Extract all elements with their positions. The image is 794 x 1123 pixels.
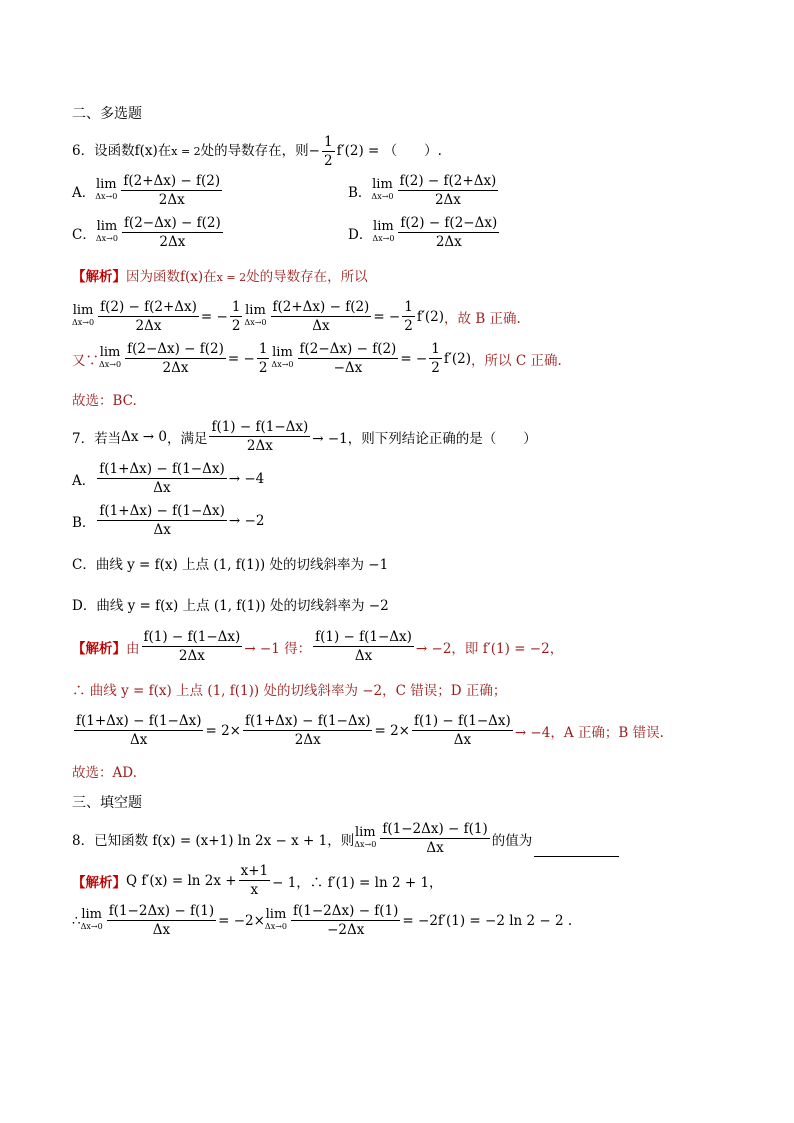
q6-l3-limit1 [99,344,122,371]
q7-l3-fraction3 [412,712,513,749]
q7-l3-num3: f(1) − f(1−Δx) [414,713,511,729]
q7-stem-b: ，满足 [166,430,208,447]
q6-answer: 故选：BC. [72,393,137,409]
q6-option-c-fraction [122,214,223,251]
q7-sol-fraction1 [142,628,243,665]
q7-stem-fraction [209,418,310,455]
limit-sub: Δx→0 [72,317,95,327]
q6-l3-fprime: f′(2) [443,350,472,367]
limit-sub: Δx→0 [99,359,122,369]
q7-option-b [72,502,264,539]
q6-l3-tail: ，所以 C 正确. [471,352,562,369]
q6-option-d-label: D． [348,226,373,243]
q6-l2-half1 [230,298,243,335]
limit-word: lim [372,176,393,192]
q6-l3-eq1: = − [227,350,255,367]
q6-option-d-fraction [398,214,499,251]
q6-l2-num2: f(2+Δx) − f(2) [272,299,370,315]
q7-option-b-den: Δx [97,520,226,539]
q7-sol-a: 由 [126,640,140,657]
limit-word: lim [373,218,394,234]
q8-l2-num1: f(1−2Δx) − f(1) [108,903,215,919]
q7-l3-num2: f(1+Δx) − f(1−Δx) [245,713,371,729]
q7-option-c: C．曲线 y = f(x) 上点 (1, f(1)) 处的切线斜率为 −1 [72,557,389,573]
q6-l2-half2 [402,298,415,335]
q7-option-b-label: B． [72,514,96,531]
q8-l2-eq1: = −2× [218,912,265,929]
q6-l2-den1: 2Δx [98,316,199,335]
limit-word: lim [95,176,117,192]
q7-l3-den3: Δx [412,730,513,749]
q6-l3-fraction2 [298,340,399,377]
q8-stem-num: f(1−2Δx) − f(1) [382,821,488,837]
half-num: 1 [404,299,413,315]
q7-solution-line2: ∴ 曲线 y = f(x) 上点 (1, f(1)) 处的切线斜率为 −2，C 错误；D 正确； [72,683,507,699]
solution-tag: 【解析】 [72,269,126,285]
q6-l2-den2: Δx [271,316,372,335]
q7-option-a-tail: → −4 [228,470,265,487]
limit-sub: Δx→0 [244,317,267,327]
half-den: 2 [258,360,268,376]
q6-stem-text-e: f′(2) = （ ）. [336,143,442,159]
q8-solution-line2 [72,902,572,939]
q6-option-a-den: 2Δx [121,190,222,209]
q8-l2-den1: Δx [107,920,216,939]
q6-l2-limit1 [72,302,95,329]
q7-solution-line1 [72,628,563,665]
q7-stem-dx: Δx → 0 [121,428,167,445]
q6-l2-num1: f(2) − f(2+Δx) [100,299,197,315]
limit-word: lim [99,344,121,360]
q6-option-c-num: f(2−Δx) − f(2) [123,215,221,231]
q6-l2-fprime: f′(2) [416,308,445,325]
q6-option-a-fraction [121,172,222,209]
q6-stem-fx: f(x) [134,143,158,159]
section-heading-multi-choice: 二、多选题 [72,106,142,122]
q6-option-d-num: f(2) − f(2−Δx) [400,215,498,231]
q6-l3-half1 [257,340,270,377]
q6-l3-half2 [429,340,442,377]
q7-sol-den1: 2Δx [142,646,243,665]
half-den: 2 [431,360,440,376]
q6-l2-fraction1 [98,298,199,335]
q7-l3-num1: f(1+Δx) − f(1−Δx) [76,713,202,729]
q7-sol-fraction2 [313,628,414,665]
q7-option-a-label: A． [72,472,96,489]
q6-l2-tail: ，故 B 正确. [444,310,521,327]
q6-option-d-limit [372,218,395,245]
q6-option-c [72,214,225,251]
q6-option-b [348,172,500,209]
limit-sub: Δx→0 [271,359,294,369]
limit-sub: Δx→0 [95,233,118,243]
half-num: 1 [258,341,268,357]
q6-option-b-limit [371,176,394,203]
q6-option-d-den: 2Δx [398,232,499,251]
q6-sol-text-b: 在 [203,269,217,285]
q6-sol-text-c: 处的导数存在，所以 [246,269,368,285]
q6-l3-fraction1 [125,340,226,377]
q7-stem-num: f(1) − f(1−Δx) [211,419,309,435]
q6-option-a-num: f(2+Δx) − f(2) [123,173,221,189]
q6-l3-num2: f(2−Δx) − f(2) [299,341,397,357]
q6-option-b-num: f(2) − f(2+Δx) [399,173,497,189]
half-den: 2 [404,318,413,334]
q7-stem-den: 2Δx [209,436,310,455]
q7-l3-fraction2 [243,712,372,749]
q6-l2-fraction2 [271,298,372,335]
q6-l3-den2: −Δx [298,358,399,377]
q6-solution-line2 [72,298,521,335]
q7-sol-num2: f(1) − f(1−Δx) [315,629,412,645]
q7-option-a-num: f(1+Δx) − f(1−Δx) [99,461,225,477]
q7-option-b-fraction [97,502,226,539]
q7-sol-num1: f(1) − f(1−Δx) [143,629,241,645]
q7-l3-den1: Δx [74,730,203,749]
q6-option-a-limit [95,176,118,203]
q6-sol-x2: x = 2 [216,271,247,284]
q8-sol-a: Q f′(x) = ln 2x + [126,872,237,889]
q6-stem-x2: x = 2 [171,145,201,158]
q7-stem [72,418,537,455]
q6-option-a-label: A． [72,184,96,201]
q6-stem [72,133,442,170]
q6-option-c-den: 2Δx [122,232,223,251]
solution-tag: 【解析】 [72,640,126,657]
limit-sub: Δx→0 [264,921,288,931]
q6-option-b-fraction [398,172,499,209]
q8-stem-fraction [380,820,489,857]
q7-sol-b: → −1 得： [244,640,312,657]
q8-l2-fraction1 [107,902,216,939]
q6-l2-limit2 [244,302,267,329]
q6-stem-text-b: 在 [157,143,172,159]
q6-stem-text-a: 6．设函数 [72,143,135,159]
limit-word: lim [272,344,293,360]
q6-option-d [348,214,501,251]
q6-stem-half-num: 1 [323,134,333,150]
q7-l3-den2: 2Δx [243,730,372,749]
limit-sub: Δx→0 [372,233,395,243]
q7-stem-a: 7．若当 [72,430,122,447]
q8-l2-num2: f(1−2Δx) − f(1) [293,903,399,919]
limit-sub: Δx→0 [80,921,103,931]
limit-word: lim [72,302,94,318]
q6-option-b-den: 2Δx [398,190,499,209]
q8-sol-den: x [239,880,271,899]
q7-option-d: D．曲线 y = f(x) 上点 (1, f(1)) 处的切线斜率为 −2 [72,598,389,614]
q7-sol-den2: Δx [313,646,414,665]
q7-l3-tail: → −4，A 正确；B 错误. [514,724,664,741]
q8-sol-num: x+1 [240,863,269,879]
q7-option-a-fraction [97,460,226,497]
q7-option-b-tail: → −2 [228,512,265,529]
q8-l2-den2: −2Δx [291,920,400,939]
q8-l2-pre: ∴ [72,912,81,929]
q7-l3-fraction1 [74,712,203,749]
q6-l2-eq1: = − [200,308,228,325]
q7-option-a [72,460,264,497]
q6-l2-eq2: = − [373,308,401,325]
q8-l2-limit1 [80,906,103,933]
limit-word: lim [265,906,287,922]
limit-word: lim [96,218,118,234]
q7-l3-eq2: = 2× [374,722,410,739]
q6-stem-half [322,133,335,170]
limit-sub: Δx→0 [95,191,118,201]
limit-word: lim [354,824,376,840]
q6-sol-fx: f(x) [180,269,204,285]
q8-l2-limit2 [264,906,288,933]
limit-sub: Δx→0 [371,191,394,201]
q8-stem-den: Δx [380,838,489,857]
q6-option-c-limit [95,218,118,245]
q8-stem [72,820,619,857]
q8-sol-fraction [239,862,271,899]
q7-option-b-num: f(1+Δx) − f(1−Δx) [99,503,225,519]
q8-stem-b: 的值为 [491,832,533,849]
q6-option-a [72,172,224,209]
q8-l2-fraction2 [291,902,400,939]
q7-solution-line3 [72,712,664,749]
limit-sub: Δx→0 [354,839,377,849]
q8-solution-line1 [72,862,443,899]
solution-tag: 【解析】 [72,874,126,891]
q6-stem-text-d: 处的导数存在，则− [200,143,320,159]
q6-option-c-label: C． [72,226,96,243]
q8-stem-a: 8．已知函数 f(x) = (x+1) ln 2x − x + 1，则 [72,832,355,849]
q8-sol-b: − 1，∴ f′(1) = ln 2 + 1， [272,874,443,891]
q6-l3-pre: 又∵ [72,352,99,369]
half-den: 2 [231,318,241,334]
q6-solution-line3 [72,340,562,377]
q6-l3-num1: f(2−Δx) − f(2) [127,341,224,357]
q8-stem-limit [354,824,377,851]
q6-l3-limit2 [271,344,294,371]
q7-sol-c: → −2，即 f′(1) = −2， [415,640,564,657]
q6-l3-eq2: = − [400,350,428,367]
q8-answer-blank[interactable] [534,856,619,857]
q8-l2-tail: = −2f′(1) = −2 ln 2 − 2 . [402,912,573,929]
limit-word: lim [81,906,102,922]
half-num: 1 [431,341,440,357]
limit-word: lim [245,302,266,318]
q7-l3-eq1: = 2× [205,722,241,739]
q6-stem-half-den: 2 [323,153,333,169]
q6-option-b-label: B． [348,184,372,201]
half-num: 1 [231,299,241,315]
q6-sol-text-a: 因为函数 [126,269,180,285]
q6-solution-intro [72,265,368,285]
q7-stem-c: → −1，则下列结论正确的是（ ） [312,430,537,447]
q7-option-a-den: Δx [97,478,226,497]
q7-answer: 故选：AD. [72,765,137,781]
q6-l3-den1: 2Δx [125,358,226,377]
section-heading-fill-blank: 三、填空题 [72,795,142,811]
